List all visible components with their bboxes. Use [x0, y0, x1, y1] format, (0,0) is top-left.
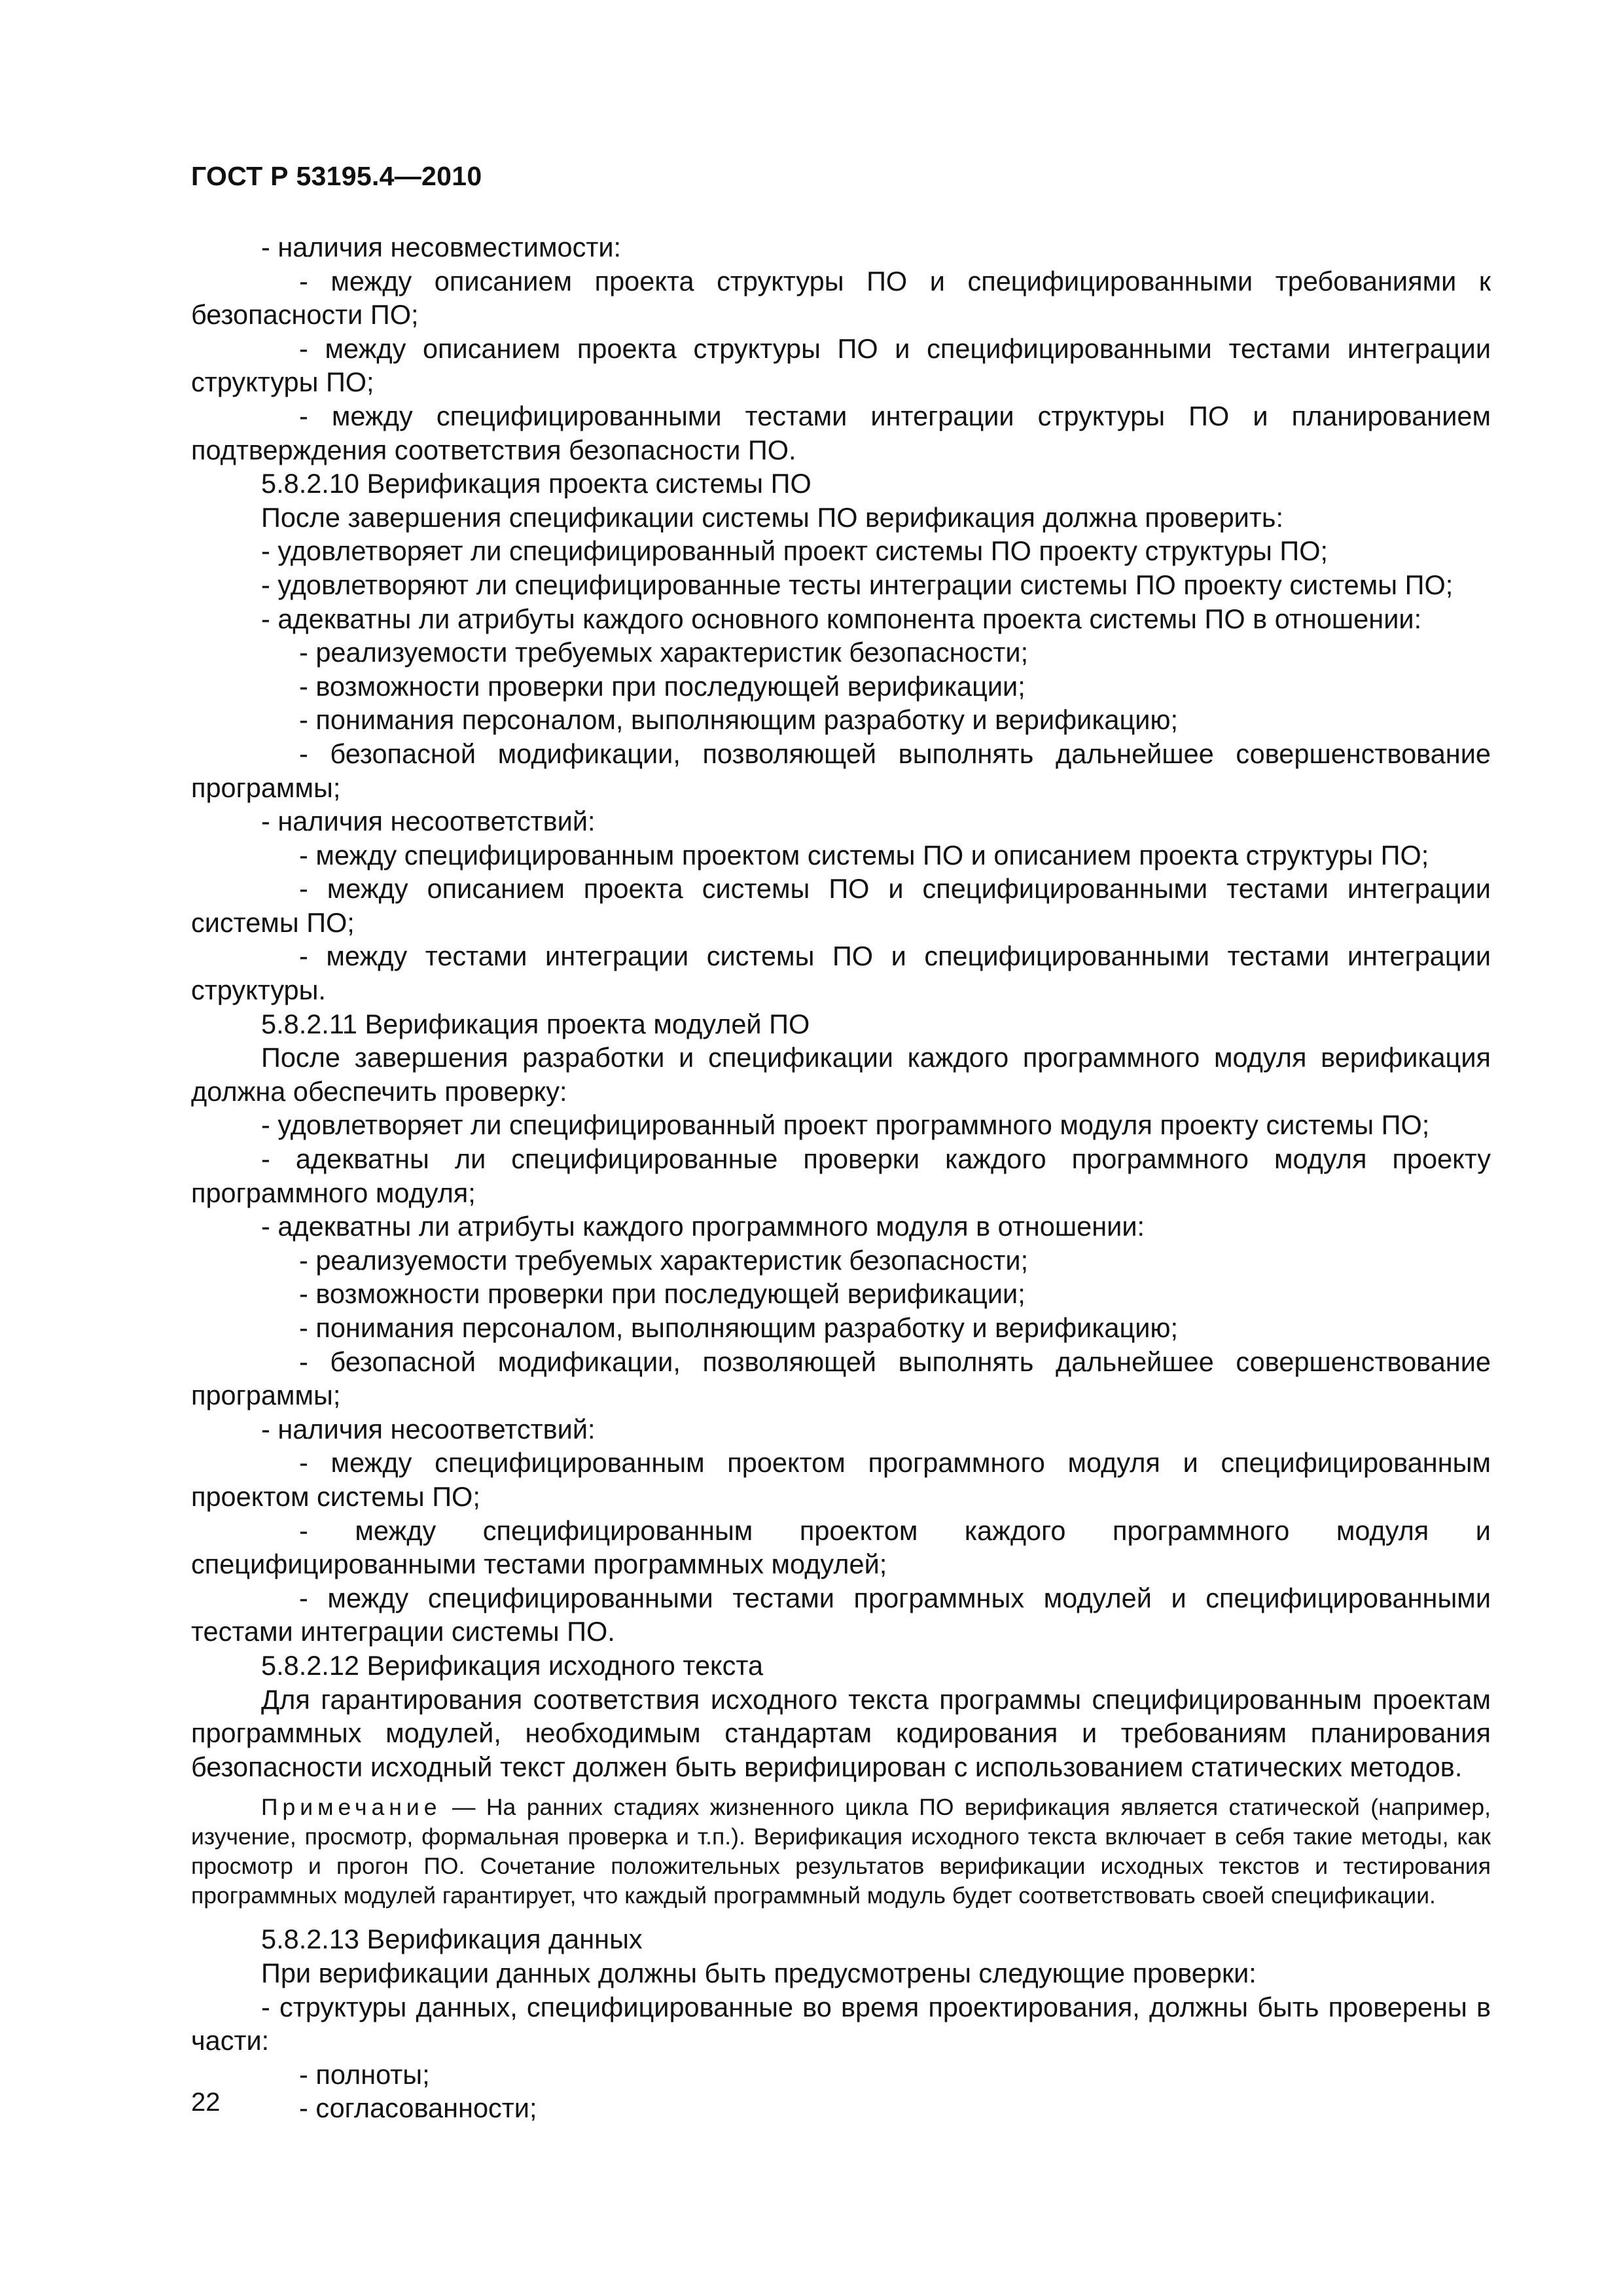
paragraph: - адекватны ли специфицированные проверки каждого программного модуля проекту программного модуля; [191, 1143, 1491, 1208]
section-5-8-2-10-to-12 [191, 230, 1491, 1784]
paragraph: 5.8.2.12 Верификация исходного текста [261, 1649, 764, 1681]
paragraph: - структуры данных, специфицированные во время проектирования, должны быть проверены в части: [191, 1991, 1491, 2056]
paragraph: После завершения разработки и спецификации каждого программного модуля верификация должна обеспечить проверку: [191, 1042, 1491, 1107]
paragraph: - между тестами интеграции системы ПО и специфицированными тестами интеграции структуры. [191, 941, 1491, 1006]
note-label: Примечание [261, 1794, 442, 1821]
note-paragraph [191, 1793, 1491, 1910]
paragraph: - наличия несовместимости: [261, 232, 622, 262]
paragraph: - удовлетворяет ли специфицированный проект программного модуля проекту системы ПО; [261, 1109, 1430, 1141]
paragraph: После завершения спецификации системы ПО верификация должна проверить: [261, 501, 1283, 533]
paragraph: - удовлетворяют ли специфицированные тесты интеграции системы ПО проекту системы ПО; [261, 569, 1454, 600]
paragraph: - наличия несоответствий: [261, 806, 596, 837]
paragraph: - безопасной модификации, позволяющей выполнять дальнейшее совершенствование программы; [191, 1346, 1491, 1411]
paragraph: - между специфицированным проектом системы ПО и описанием проекта структуры ПО; [299, 839, 1429, 870]
document-body [191, 230, 1491, 2125]
paragraph: - возможности проверки при последующей верификации; [299, 670, 1026, 702]
paragraph: 5.8.2.11 Верификация проекта модулей ПО [261, 1008, 810, 1039]
paragraph: При верификации данных должны быть предусмотрены следующие проверки: [261, 1957, 1257, 1988]
paragraph: 5.8.2.10 Верификация проекта системы ПО [261, 468, 812, 499]
paragraph: - между специфицированными тестами программных модулей и специфицированными тестами интеграции системы ПО. [191, 1582, 1491, 1647]
paragraph: - понимания персоналом, выполняющим разработку и верификацию; [299, 1312, 1179, 1343]
paragraph: - адекватны ли атрибуты каждого программного модуля в отношении: [261, 1211, 1145, 1242]
standard-designation: ГОСТ Р 53195.4—2010 [191, 161, 482, 191]
paragraph: - безопасной модификации, позволяющей выполнять дальнейшее совершенствование программы; [191, 738, 1491, 803]
paragraph: - реализуемости требуемых характеристик безопасности; [299, 1244, 1029, 1276]
paragraph: - согласованности; [299, 2092, 537, 2124]
paragraph: - между описанием проекта структуры ПО и специфицированными тестами интеграции структуры ПО; [191, 332, 1491, 398]
section-5-8-2-13 [191, 1922, 1491, 2125]
paragraph: - возможности проверки при последующей верификации; [299, 1278, 1026, 1310]
paragraph: 5.8.2.13 Верификация данных [261, 1924, 643, 1955]
paragraph: - между специфицированным проектом программного модуля и специфицированным проектом системы ПО; [191, 1447, 1491, 1512]
paragraph: - наличия несоответствий: [261, 1413, 596, 1444]
paragraph: - удовлетворяет ли специфицированный проект системы ПО проекту структуры ПО; [261, 535, 1329, 567]
note-text: — На ранних стадиях жизненного цикла ПО верификация является статической (например, изучение, просмотр, формальная проверка и т.п.). Верификация исходного текста включает в себя такие методы, как просмотр и прогон ПО. Сочетание положительных результатов верификации исходных текстов и тестирования программных модулей гарантирует, что каждый программный модуль будет соответствовать своей спецификации. [191, 1794, 1491, 1909]
page-number: 22 [191, 2088, 221, 2117]
paragraph: - адекватны ли атрибуты каждого основного компонента проекта системы ПО в отношении: [261, 603, 1422, 634]
paragraph: - понимания персоналом, выполняющим разработку и верификацию; [299, 704, 1179, 736]
paragraph: - между описанием проекта структуры ПО и специфицированными требованиями к безопасности ПО; [191, 265, 1491, 331]
paragraph: - между специфицированными тестами интеграции структуры ПО и планированием подтверждения соответствия безопасности ПО. [191, 400, 1491, 465]
paragraph: - между описанием проекта системы ПО и специфицированными тестами интеграции системы ПО; [191, 873, 1491, 938]
paragraph: - полноты; [299, 2058, 430, 2090]
paragraph: Для гарантирования соответствия исходного текста программы специфицированным проектам программных модулей, необходимым стандартам кодирования и требованиям планирования безопасности исходный текст должен быть верифицирован с использованием статических методов. [191, 1683, 1491, 1782]
paragraph: - между специфицированным проектом каждого программного модуля и специфицированными тестами программных модулей; [191, 1515, 1491, 1580]
paragraph: - реализуемости требуемых характеристик безопасности; [299, 637, 1029, 668]
